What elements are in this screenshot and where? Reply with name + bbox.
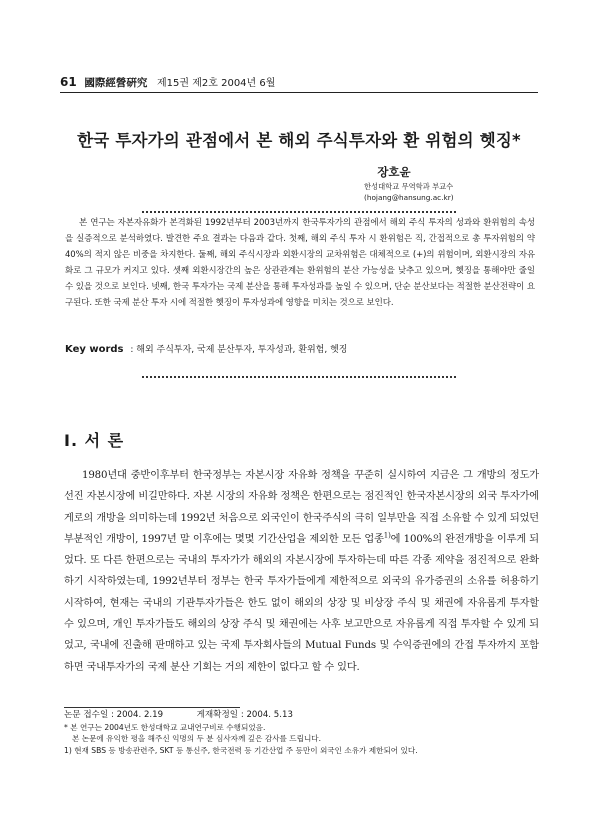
running-header <box>60 74 538 90</box>
accepted-label: 게재확정일 <box>196 710 239 720</box>
received-label: 논문 접수일 <box>64 710 109 720</box>
footnotes <box>64 709 544 756</box>
abstract-bottom-divider <box>142 376 456 378</box>
section-body-paragraph <box>64 465 539 678</box>
footnote-acknowledgement: 본 논문에 유익한 평을 해주신 익명의 두 분 심사자께 깊은 감사를 드립니다. <box>72 734 322 744</box>
author-email: (hojang@hansung.ac.kr) <box>364 193 454 202</box>
journal-name: 國際經營硏究 <box>84 77 148 89</box>
keywords-label: Key words <box>65 344 124 355</box>
page-number: 61 <box>60 75 77 89</box>
paragraph-text-continued: 에 100%의 완전개방을 이루게 되었다. 또 다른 한편으로는 국내의 투자가가 해외의 자본시장에 투자하는데 따른 각종 제약을 점진적으로 완화하기 시작하였는데, 1992년부터 정부는 한국 투자가들에게 제한적으로 외국의 유가증권의 소유를 허용하기 시작하여, 현재는 국내의 기관투자가들은 한도 없이 해외의 상장 및 비상장 주식 및 채권에 자유롭게 투자할 수 있으며, 개인 투자가들도 해외의 상장 주식 및 채권에는 사후 보고만으로 자유롭게 직접 투자할 수 있게 되었고, 국내에 진출해 판매하고 있는 국제 투자회사들의 Mutual Funds 및 수익증권에의 간접 투자까지 포함하면 국내투자가의 국제 분산 기회는 거의 제한이 없다고 할 수 있다. <box>64 533 539 673</box>
submission-dates <box>64 709 544 722</box>
footnote-divider <box>64 707 240 708</box>
footnote-funding: * 본 연구는 2004년도 한성대학교 교내연구비로 수행되었음. <box>64 723 266 732</box>
abstract-top-divider <box>142 211 456 213</box>
author-name: 장호윤 <box>377 165 411 179</box>
received-date: : 2004. 2.19 <box>110 710 164 720</box>
section-heading: Ⅰ. 서 론 <box>64 431 125 450</box>
author-block <box>364 164 524 202</box>
footnote-reference: 1) <box>383 531 391 540</box>
keywords-line <box>65 342 535 355</box>
keywords-list: : 해외 주식투자, 국제 분산투자, 투자성과, 환위험, 헷징 <box>130 345 348 355</box>
header-rule <box>60 92 538 93</box>
footnote-1: 1) 현재 SBS 등 방송관련주, SKT 등 통신주, 한국전력 등 기간산업 주 등만이 외국인 소유가 제한되어 있다. <box>64 745 418 755</box>
paragraph-text: 1980년대 중반이후부터 한국정부는 자본시장 자유화 정책을 꾸준히 실시하여 지금은 그 개방의 정도가 선진 자본시장에 비길만하다. 자본 시장의 자유화 정책은 한편으로는 점진적인 한국자본시장의 외국 투자가에게로의 개방을 의미하는데 1992년 처음으로 외국인이 한국주식의 극히 일부만을 직접 소유할 수 있게 되었던 부분적인 개방이, 1997년 말 이후에는 몇몇 기간산업을 제외한 모든 업종 <box>64 470 539 545</box>
accepted-date: : 2004. 5.13 <box>240 710 293 720</box>
abstract-text: 본 연구는 자본자유화가 본격화된 1992년부터 2003년까지 한국투자가의 관점에서 해외 주식 투자의 성과와 환위험의 속성을 실증적으로 분석하였다. 발견한 주요 결과는 다음과 같다. 첫째, 해외 주식 투자 시 환위험은 직, 간접적으로 총 투자위험의 약 40%의 적지 않은 비중을 차지한다. 둘째, 해외 주식시장과 외환시장의 교차위험은 대체적으로 (+)의 위험이며, 외환시장의 자유화로 그 규모가 커지고 있다. 셋째 외환시장간의 높은 상관관계는 환위험의 분산 가능성을 낮추고 있으며, 헷징을 통해야만 줄일 수 있을 것으로 보인다. 넷째, 한국 투자가는 국제 분산을 통해 투자성과를 높일 수 있으며, 단순 분산보다는 적절한 분산전략이 요구된다. 또한 국제 분산 투자 시에 적절한 헷징이 투자성과에 영향을 미치는 것으로 보인다. <box>65 218 535 308</box>
author-affiliation: 한성대학교 무역학과 부교수 <box>364 182 454 191</box>
paper-title: 한국 투자가의 관점에서 본 해외 주식투자와 환 위험의 헷징* <box>77 131 521 150</box>
volume-issue: 제15권 제2호 2004년 6월 <box>157 78 276 89</box>
